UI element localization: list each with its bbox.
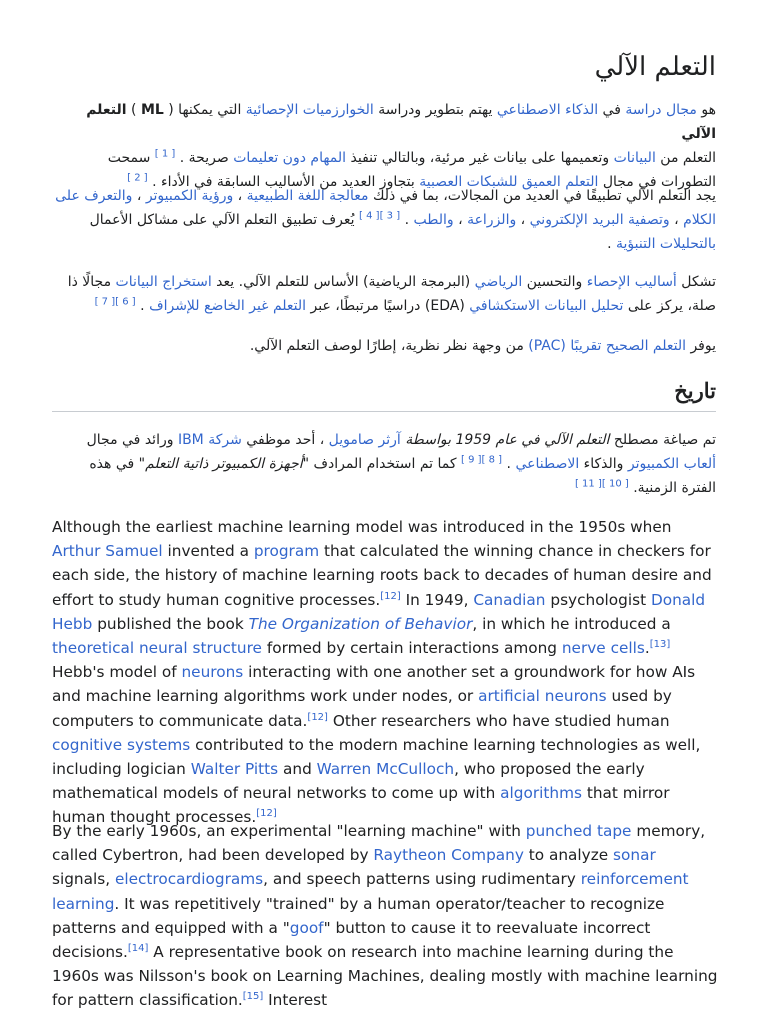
text: ، bbox=[453, 212, 468, 228]
text: and bbox=[278, 760, 317, 779]
citation[interactable]: [12] bbox=[307, 711, 328, 723]
citation[interactable]: [ 2 ] bbox=[127, 172, 148, 184]
citation[interactable]: [ 7 ] bbox=[94, 296, 116, 308]
text: والتحسين bbox=[522, 274, 587, 290]
history-arabic-paragraph bbox=[52, 428, 716, 500]
text: . bbox=[502, 456, 516, 472]
text: يهتم بتطوير ودراسة bbox=[373, 102, 497, 118]
text: , who proposed the early mathematical models of neural networks to come up with bbox=[52, 760, 645, 803]
link-program[interactable]: program bbox=[253, 542, 320, 561]
link-arthur-samuel[interactable]: آرثر صامويل bbox=[328, 432, 401, 448]
link-computer-games[interactable]: ألعاب الكمبيوتر bbox=[627, 456, 716, 472]
text: مجالًا ذا صلة، يركز على bbox=[67, 274, 716, 314]
text: By the early 1960s, an experimental "learning machine" with bbox=[52, 822, 526, 840]
link-nerve-cells[interactable]: nerve cells bbox=[561, 639, 645, 658]
text: interacting with one another set a groundwork for how AIs and machine learning algorithms work under nodes, or bbox=[52, 663, 696, 706]
citation[interactable]: [12] bbox=[256, 808, 277, 820]
line bbox=[52, 98, 716, 146]
text: A representative book on research into machine learning during the 1960s was Nilsson's book on Learning Machines, dealing mostly with machine learning for pattern classification. bbox=[52, 943, 718, 1010]
link-predictive-analytics[interactable]: بالتحليلات التنبؤية bbox=[616, 236, 716, 252]
text: ، bbox=[669, 212, 684, 228]
text: (البرمجة الرياضية) الأساس للتعلم الآلي. يعد bbox=[211, 274, 475, 290]
section-heading-history: تاريخ bbox=[52, 378, 716, 412]
text: ، أحد موظفي bbox=[241, 432, 329, 448]
link-organization-of-behavior[interactable]: The Organization of Behavior bbox=[248, 614, 473, 633]
history-english-paragraph-2 bbox=[52, 819, 718, 1013]
bold-abbrev: ML bbox=[140, 102, 164, 118]
citation[interactable]: [ 9 ] bbox=[460, 454, 482, 466]
text: Interest bbox=[263, 991, 328, 1010]
pac-paragraph bbox=[52, 334, 716, 358]
text: في bbox=[598, 102, 626, 118]
link-walter-pitts[interactable]: Walter Pitts bbox=[190, 760, 279, 779]
citation[interactable]: [ 10 ] bbox=[601, 478, 629, 490]
link-raytheon-company[interactable]: Raytheon Company bbox=[373, 846, 524, 865]
link-agriculture[interactable]: والزراعة bbox=[467, 212, 517, 228]
italic-text: التعلم الآلي في عام 1959 بواسطة bbox=[405, 432, 610, 448]
link-email-filtering[interactable]: وتصفية البريد الإلكتروني bbox=[529, 212, 670, 228]
link-artificial-intelligence[interactable]: الذكاء الاصطناعي bbox=[496, 102, 599, 118]
text: published the book bbox=[92, 614, 249, 633]
text: والذكاء bbox=[579, 456, 628, 472]
link-data[interactable]: البيانات bbox=[613, 150, 656, 166]
link-pac-learning[interactable]: التعلم الصحيح تقريبًا bbox=[570, 338, 686, 354]
link-reinforcement-learning[interactable]: reinforcement learning bbox=[52, 870, 689, 913]
line bbox=[52, 146, 716, 170]
link-arthur-samuel-en[interactable]: Arthur Samuel bbox=[52, 542, 163, 561]
text: التي يمكنها ( bbox=[163, 102, 246, 118]
text: يُعرف تطبيق التعلم الآلي على مشاكل الأعمال bbox=[89, 212, 359, 228]
text: ، bbox=[233, 188, 247, 204]
text: . bbox=[607, 236, 616, 252]
link-computer-vision[interactable]: ورؤية الكمبيوتر bbox=[145, 188, 234, 204]
text: . It was repetitively "trained" by a human operator/teacher to recognize patterns and equipped with a " bbox=[52, 894, 665, 937]
citation[interactable]: [ 11 ] bbox=[574, 478, 602, 490]
text: هو bbox=[696, 102, 716, 118]
citation[interactable]: [15] bbox=[242, 991, 264, 1003]
italic-text: أجهزة الكمبيوتر ذاتية التعلم bbox=[145, 456, 303, 472]
text: psychologist bbox=[545, 590, 651, 609]
text: ، bbox=[516, 212, 530, 228]
link-deep-learning[interactable]: التعلم العميق bbox=[521, 174, 599, 190]
link-neurons[interactable]: neurons bbox=[181, 663, 244, 682]
text: يجد التعلم الآلي تطبيقًا في العديد من المجالات، بما في ذلك bbox=[368, 188, 716, 204]
intro-paragraph bbox=[52, 98, 716, 194]
citation[interactable]: [14] bbox=[127, 942, 149, 954]
text: تم صياغة مصطلح bbox=[609, 432, 716, 448]
link-ibm[interactable]: شركة IBM bbox=[177, 432, 242, 448]
link-artificial-neurons[interactable]: artificial neurons bbox=[478, 687, 607, 706]
link-theoretical-neural-structure[interactable]: theoretical neural structure bbox=[52, 639, 262, 658]
link-electrocardiograms[interactable]: electrocardiograms bbox=[114, 870, 264, 889]
link-sonar[interactable]: sonar bbox=[613, 846, 656, 865]
link-tasks-without-instructions[interactable]: المهام دون تعليمات bbox=[233, 150, 347, 166]
link-neural-networks[interactable]: للشبكات العصبية bbox=[419, 174, 518, 190]
text: بتجاوز العديد من الأساليب السابقة في الأداء . bbox=[147, 174, 420, 190]
text: سمحت bbox=[107, 150, 155, 166]
text: to analyze bbox=[523, 846, 614, 865]
link-goof[interactable]: goof bbox=[289, 918, 324, 937]
citation[interactable]: [ 4 ] bbox=[359, 210, 380, 222]
text: يوفر bbox=[686, 338, 716, 354]
link-cognitive-systems[interactable]: cognitive systems bbox=[52, 735, 191, 754]
citation[interactable]: [ 1 ] bbox=[154, 148, 176, 160]
page-title: التعلم الآلي bbox=[594, 52, 716, 82]
text: التعلم من bbox=[655, 150, 716, 166]
link-donald-hebb[interactable]: Donald Hebb bbox=[52, 590, 706, 633]
text: Hebb's model of bbox=[52, 663, 182, 682]
text: invented a bbox=[162, 542, 254, 561]
text: ) bbox=[126, 102, 141, 118]
text: , in which he introduced a bbox=[472, 614, 671, 633]
link-mathematical[interactable]: الرياضي bbox=[474, 274, 523, 290]
link-medicine[interactable]: والطب bbox=[413, 212, 454, 228]
text: contributed to the modern machine learning technologies as well, including logician bbox=[52, 735, 701, 779]
text: التطورات في مجال bbox=[598, 174, 716, 190]
text: that calculated the winning chance in checkers for each side, the history of machine learning roots back to decades of human desire and effort to study human cognitive processes. bbox=[52, 542, 712, 609]
text: " في هذه الفترة الزمنية. bbox=[89, 456, 716, 496]
text: . bbox=[644, 639, 650, 658]
text: signals, bbox=[52, 870, 115, 889]
text: Other researchers who have studied human bbox=[327, 711, 670, 730]
text: ورائد في مجال bbox=[86, 432, 178, 448]
link-field-of-study[interactable]: مجال دراسة bbox=[625, 102, 697, 118]
text: . bbox=[135, 298, 150, 314]
text: , and speech patterns using rudimentary bbox=[263, 870, 581, 889]
link-statistical-algorithms[interactable]: الخوارزميات الإحصائية bbox=[245, 102, 374, 118]
link-algorithms[interactable]: algorithms bbox=[500, 784, 582, 803]
link-speech-recognition[interactable]: والتعرف على الكلام bbox=[55, 188, 716, 228]
text: memory, called Cybertron, had been developed by bbox=[52, 822, 706, 865]
text: formed by certain interactions among bbox=[261, 639, 562, 658]
text: تشكل bbox=[676, 274, 716, 290]
text: " button to cause it to reevaluate incorrect decisions. bbox=[52, 918, 651, 962]
text: صريحة . bbox=[175, 150, 234, 166]
citation[interactable]: [ 6 ] bbox=[115, 296, 136, 308]
text: . bbox=[400, 212, 414, 228]
text: كما تم استخدام المرادف " bbox=[302, 456, 461, 472]
text: (EDA) دراسيًا مرتبطًا، عبر bbox=[306, 298, 470, 314]
link-canadian[interactable]: Canadian bbox=[473, 590, 546, 609]
applications-paragraph bbox=[52, 184, 716, 256]
link-unsupervised-learning[interactable]: التعلم غير الخاضع للإشراف bbox=[149, 298, 307, 314]
text: In 1949, bbox=[400, 590, 474, 609]
citation[interactable]: [ 8 ] bbox=[481, 454, 503, 466]
text: Although the earliest machine learning model was introduced in the 1950s when bbox=[52, 518, 672, 536]
citation[interactable]: [13] bbox=[649, 638, 671, 650]
link-statistics[interactable]: أساليب الإحصاء bbox=[586, 274, 677, 290]
link-nlp[interactable]: معالجة اللغة الطبيعية bbox=[246, 188, 369, 204]
link-warren-mcculloch[interactable]: Warren McCulloch bbox=[316, 760, 455, 779]
bold-term: التعلم الآلي bbox=[86, 102, 716, 142]
history-english-paragraph-1 bbox=[52, 515, 718, 830]
link-data-mining[interactable]: استخراج البيانات bbox=[115, 274, 212, 290]
text: used by computers to communicate data. bbox=[52, 687, 672, 730]
text: ، bbox=[132, 188, 146, 204]
link-punched-tape[interactable]: punched tape bbox=[525, 822, 632, 840]
link-exploratory-data-analysis[interactable]: تحليل البيانات الاستكشافي bbox=[469, 298, 624, 314]
citation[interactable]: [ 3 ] bbox=[379, 210, 401, 222]
link-artificial[interactable]: الاصطناعي bbox=[515, 456, 580, 472]
text: من وجهة نظر نظرية، إطارًا لوصف التعلم الآلي. bbox=[249, 338, 529, 354]
text: وتعميمها على بيانات غير مرئية، وبالتالي تنفيذ bbox=[346, 150, 614, 166]
link-pac[interactable]: (PAC) bbox=[528, 338, 566, 354]
citation[interactable]: [12] bbox=[380, 590, 401, 602]
text: that mirror human thought processes. bbox=[52, 784, 670, 827]
foundations-paragraph bbox=[52, 270, 716, 318]
